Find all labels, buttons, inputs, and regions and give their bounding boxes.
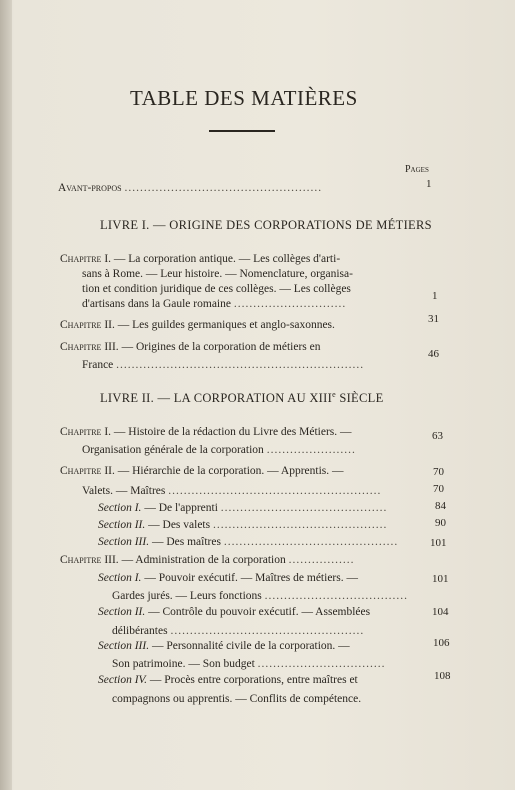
leader-dots: .......................................................: [168, 485, 382, 497]
livre1-ch3-line1: [60, 340, 321, 354]
livre2-ch1-line2: [82, 443, 356, 457]
livre1-ch2-line1: [60, 318, 335, 332]
chapter-text: — Administration de la corporation: [121, 554, 286, 566]
page-title: TABLE DES MATIÈRES: [130, 86, 358, 110]
livre2-ch3-s1-line1: [98, 571, 358, 585]
leader-dots: ...........................................: [220, 502, 388, 514]
avant-propos-label: Avant-propos: [58, 182, 122, 194]
livre2-ch3-s4-line1: [98, 673, 358, 687]
chapter-label: Chapitre III.: [60, 341, 119, 353]
chapter-label: Chapitre III.: [60, 554, 119, 566]
livre2-ch3-line1: [60, 553, 354, 567]
leader-dots: ................................................................: [116, 359, 365, 371]
section-text: — Contrôle du pouvoir exécutif. — Assemblées: [148, 606, 371, 618]
chapter-text: — Histoire de la rédaction du Livre des Métiers. —: [113, 426, 352, 438]
section-label: Section I.: [98, 502, 142, 514]
section-text: — Procès entre corporations, entre maîtres et: [149, 674, 358, 686]
livre2-ch1-line1: [60, 425, 352, 439]
livre2-ch3-s2-line1: [98, 605, 370, 619]
livre2-ch2-s2-page: 90: [435, 517, 446, 529]
section-text: — Des maîtres: [151, 536, 221, 548]
livre2-heading: LIVRE II. — LA CORPORATION AU XIIIe SIÈCLE: [100, 390, 384, 406]
livre2-ch2-line2: [82, 484, 381, 498]
livre2-ch3-s1-page: 101: [432, 573, 449, 585]
section-label: Section II.: [98, 606, 146, 618]
chapter-label: Chapitre II.: [60, 319, 115, 331]
livre1-ch1-line4: [82, 297, 346, 311]
chapter-text: — Les guildes germaniques et anglo-saxonnes.: [117, 319, 335, 331]
livre2-ch2-page-b: 70: [433, 483, 444, 495]
livre2-ch2-s1: [98, 501, 387, 515]
livre1-ch1-page: 1: [432, 290, 438, 302]
section-text: — Des valets: [148, 519, 211, 531]
livre2-ch3-s4-line2: compagnons ou apprentis. — Conflits de compétence.: [112, 693, 362, 705]
chapter-label: Chapitre I.: [60, 426, 112, 438]
book-spine-shadow: [0, 0, 12, 790]
leader-dots: .............................................: [223, 536, 399, 548]
section-label: Section III.: [98, 640, 150, 652]
livre2-ch3-s2-line2: [112, 624, 364, 638]
section-label: Section IV.: [98, 674, 147, 686]
avant-propos-page: 1: [426, 178, 432, 190]
chapter-text: — Hiérarchie de la corporation. — Apprentis. —: [117, 465, 344, 477]
chapter-text: d'artisans dans la Gaule romaine: [82, 298, 231, 310]
livre1-ch1-line1: [60, 252, 340, 266]
leader-dots: .............................: [233, 298, 347, 310]
livre2-ch3-s1-line2: [112, 589, 408, 603]
livre2-ch2-s1-page: 84: [435, 500, 446, 512]
section-label: Section I.: [98, 572, 142, 584]
avant-propos-entry: [58, 181, 322, 195]
livre2-ch2-s3: [98, 535, 398, 549]
livre2-ch2-page-a: 70: [433, 466, 444, 478]
title-rule: [209, 130, 275, 132]
section-label: Section II.: [98, 519, 146, 531]
chapter-text: France: [82, 359, 114, 371]
livre1-ch3-page: 46: [428, 348, 439, 360]
chapter-text: — Origines de la corporation de métiers en: [121, 341, 321, 353]
chapter-text: Organisation générale de la corporation: [82, 444, 264, 456]
section-text: — Personnalité civile de la corporation. —: [151, 640, 350, 652]
livre1-ch2-page: 31: [428, 313, 439, 325]
section-text: — Pouvoir exécutif. — Maîtres de métiers. —: [144, 572, 358, 584]
livre1-heading: LIVRE I. — ORIGINE DES CORPORATIONS DE MÉTIERS: [100, 218, 432, 232]
livre2-ch3-s3-page: 106: [433, 637, 450, 649]
livre1-ch1-line2: sans à Rome. — Leur histoire. — Nomenclature, organisa-: [82, 268, 353, 280]
leader-dots: .................................: [257, 658, 386, 670]
livre2-ch2-s2: [98, 518, 387, 532]
livre2-ch1-page: 63: [432, 430, 443, 442]
chapter-label: Chapitre I.: [60, 253, 112, 265]
livre2-ch3-s3-line2: [112, 657, 386, 671]
chapter-text: Valets. — Maîtres: [82, 485, 166, 497]
leader-dots: ...................................................: [124, 182, 323, 194]
section-text: Gardes jurés. — Leurs fonctions: [112, 590, 262, 602]
livre1-ch1-line3: tion et condition juridique de ces collèges. — Les collèges: [82, 283, 351, 295]
section-text: délibérantes: [112, 625, 168, 637]
livre2-ch2-line1: [60, 464, 344, 478]
livre2-ch3-s3-line1: [98, 639, 350, 653]
leader-dots: ..................................................: [170, 625, 365, 637]
leader-dots: .......................: [266, 444, 356, 456]
pages-column-header: Pages: [405, 164, 429, 175]
section-label: Section III.: [98, 536, 150, 548]
section-text: — De l'apprenti: [144, 502, 218, 514]
livre2-ch3-s4-page: 108: [434, 670, 451, 682]
chapter-label: Chapitre II.: [60, 465, 115, 477]
chapter-text: — La corporation antique. — Les collèges d'arti-: [113, 253, 341, 265]
leader-dots: .....................................: [264, 590, 409, 602]
section-text: Son patrimoine. — Son budget: [112, 658, 255, 670]
livre1-ch3-line2: [82, 358, 364, 372]
leader-dots: .................: [288, 554, 355, 566]
leader-dots: .............................................: [212, 519, 388, 531]
livre2-ch2-s3-page: 101: [430, 537, 447, 549]
livre2-ch3-s2-page: 104: [432, 606, 449, 618]
